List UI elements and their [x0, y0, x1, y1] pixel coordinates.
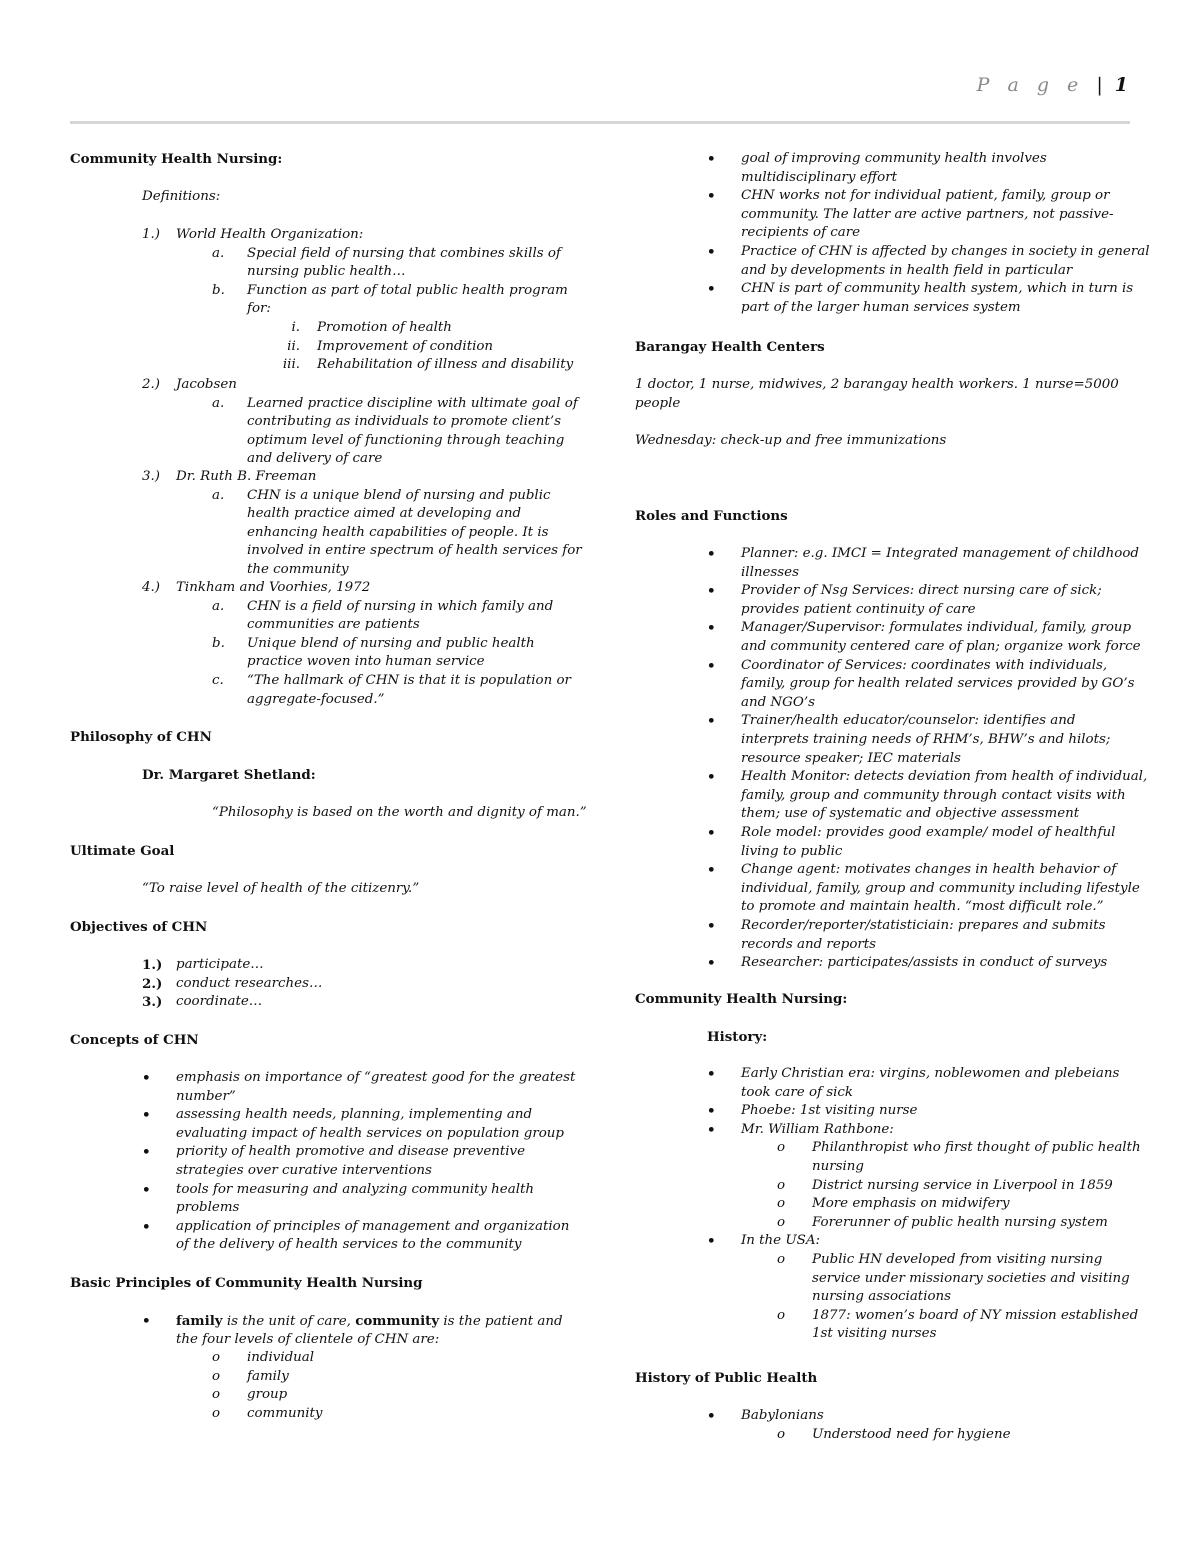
concept-text: emphasis on importance of “greatest good for the greatest [176, 1070, 576, 1085]
principle-keyword: family [176, 1313, 223, 1329]
history-subtext: 1st visiting nurses [812, 1326, 937, 1342]
concept-text: priority of health promotive and disease preventive [176, 1144, 526, 1160]
goal-text: community. The latter are active partners, not passive- [741, 206, 1114, 222]
history-text: took care of sick [741, 1084, 853, 1100]
definition-text: communities are patients [247, 617, 420, 633]
author-name: Dr. Margaret Shetland: [142, 767, 316, 783]
section-heading: Philosophy of CHN [70, 729, 212, 745]
definition-text: “The hallmark of CHN is that it is population or [247, 673, 571, 688]
bullet: • [707, 862, 716, 879]
roman-marker: i. [291, 320, 300, 335]
principle-text [176, 1312, 563, 1331]
sub-bullet: o [777, 1252, 786, 1267]
bullet: • [707, 955, 716, 972]
sub-bullet: o [777, 1214, 786, 1230]
sub-bullet: o [777, 1196, 786, 1212]
section-heading: Ultimate Goal [70, 843, 175, 859]
clientele-item: individual [247, 1350, 315, 1366]
barangay-schedule: Wednesday: check-up and free immunizations [635, 433, 947, 448]
bullet: • [707, 1233, 716, 1250]
header-divider [70, 121, 1130, 124]
definition-text: Function as part of total public health program [247, 282, 568, 298]
role-text: family, group and community through contact visits with [741, 787, 1126, 803]
definition-item-marker: a. [212, 598, 225, 614]
goal-text: multidisciplinary effort [741, 169, 897, 185]
definition-text: the community [247, 562, 349, 577]
definition-number: 4.) [142, 580, 161, 595]
objective-text: participate… [176, 957, 264, 972]
sub-bullet: o [212, 1368, 221, 1384]
role-text: illnesses [741, 564, 799, 580]
role-text: individual, family, group and community including lifestyle [741, 880, 1140, 896]
page-label: P a g e [976, 74, 1085, 96]
definition-item-marker: c. [212, 673, 224, 688]
definition-text: Special field of nursing that combines skills of [247, 245, 561, 261]
concept-text: number” [176, 1088, 236, 1104]
role-text: to promote and maintain health. “most difficult role.” [741, 899, 1104, 915]
section-heading: Concepts of CHN [70, 1032, 199, 1048]
definition-item-marker: a. [212, 487, 225, 503]
definition-number: 3.) [142, 469, 161, 484]
definition-subtext: Promotion of health [317, 320, 452, 335]
history-text: Phoebe: 1st visiting nurse [741, 1103, 918, 1119]
bullet: • [707, 1103, 716, 1120]
goal-text: CHN is part of community health system, which in turn is [741, 281, 1134, 297]
bullet: • [707, 583, 716, 600]
section-heading: History of Public Health [635, 1370, 818, 1386]
definition-source: Dr. Ruth B. Freeman [176, 469, 317, 484]
section-heading: Objectives of CHN [70, 919, 208, 935]
definition-item-marker: b. [212, 635, 225, 651]
bullet: • [707, 1121, 716, 1138]
principle-text: the four levels of clientele of CHN are: [176, 1331, 440, 1347]
objective-number: 3.) [142, 994, 163, 1011]
bullet: • [142, 1107, 151, 1124]
objective-text: coordinate… [176, 994, 263, 1010]
principle-keyword: community [355, 1313, 440, 1329]
bullet: • [707, 244, 716, 260]
concept-text: problems [176, 1200, 240, 1216]
definition-item-marker: a. [212, 245, 225, 261]
role-text: Role model: provides good example/ model of healthful [741, 825, 1116, 840]
history-subtext: Forerunner of public health nursing system [812, 1214, 1108, 1230]
bullet: • [142, 1144, 151, 1161]
bullet: • [707, 188, 716, 205]
bullet: • [707, 825, 716, 841]
objective-text: conduct researches… [176, 975, 323, 991]
definition-text: contributing as individuals to promote client’s [247, 414, 562, 430]
public-health-text: Babylonians [741, 1408, 824, 1423]
sub-bullet: o [212, 1406, 221, 1421]
bullet: • [707, 1066, 716, 1082]
definition-text: and delivery of care [247, 451, 383, 467]
sub-bullet: o [777, 1140, 786, 1156]
section-heading: Community Health Nursing: [635, 991, 848, 1007]
definition-text: Unique blend of nursing and public health [247, 635, 535, 651]
concept-text: tools for measuring and analyzing community health [176, 1181, 535, 1197]
bullet: • [142, 1181, 151, 1198]
quote: “Philosophy is based on the worth and dignity of man.” [212, 805, 587, 820]
section-heading: Barangay Health Centers [635, 339, 825, 355]
sub-bullet: o [777, 1426, 786, 1442]
roman-marker: ii. [287, 338, 300, 354]
bullet: • [707, 657, 716, 674]
definition-text: involved in entire spectrum of health services for [247, 543, 582, 559]
bullet: • [707, 769, 716, 786]
definition-text: enhancing health capabilities of people. It is [247, 524, 549, 540]
definition-text: for: [247, 301, 271, 317]
section-heading: Basic Principles of Community Health Nursing [70, 1275, 423, 1291]
barangay-staff: 1 doctor, 1 nurse, midwives, 2 barangay health workers. 1 nurse=5000 [635, 377, 1119, 392]
roman-marker: iii. [282, 357, 300, 373]
definition-text: aggregate-focused.” [247, 691, 385, 707]
goal-text: recipients of care [741, 225, 861, 241]
definition-source: World Health Organization: [176, 227, 364, 242]
history-subtext: nursing [812, 1159, 864, 1174]
bullet: • [707, 546, 716, 562]
role-text: living to public [741, 843, 843, 859]
sub-bullet: o [777, 1307, 786, 1323]
role-text: Coordinator of Services: coordinates with individuals, [741, 657, 1108, 673]
role-text: Trainer/health educator/counselor: identifies and [741, 713, 1076, 729]
history-subtext: 1877: women’s board of NY mission established [812, 1307, 1139, 1323]
sub-bullet: o [777, 1177, 786, 1193]
role-text: Researcher: participates/assists in conduct of surveys [741, 955, 1108, 971]
page-number: 1 [1114, 74, 1128, 96]
sub-bullet: o [212, 1350, 221, 1366]
page-separator: | [1096, 74, 1103, 96]
principle-fragment: is the patient and [439, 1314, 563, 1329]
quote: “To raise level of health of the citizenry.” [142, 881, 420, 896]
bullet: • [707, 620, 716, 637]
clientele-item: group [247, 1387, 288, 1403]
role-text: and community centered care of plan; organize work force [741, 639, 1141, 654]
bullet: • [142, 1313, 151, 1329]
role-text: resource speaker; IEC materials [741, 750, 961, 766]
history-subtext: Philanthropist who first thought of public health [812, 1140, 1141, 1156]
history-subtext: Public HN developed from visiting nursing [812, 1252, 1103, 1267]
definition-number: 2.) [142, 377, 161, 392]
role-text: Planner: e.g. IMCI = Integrated management of childhood [741, 546, 1139, 561]
goal-text: and by developments in health field in particular [741, 262, 1073, 278]
role-text: records and reports [741, 936, 877, 952]
concept-text: assessing health needs, planning, implementing and [176, 1107, 533, 1123]
definition-text: CHN is a field of nursing in which family and [247, 598, 554, 614]
role-text: and NGO’s [741, 694, 815, 710]
barangay-staff: people [635, 395, 681, 411]
history-subtext: More emphasis on midwifery [812, 1196, 1010, 1212]
definition-subtext: Improvement of condition [317, 338, 494, 354]
definition-text: health practice aimed at developing and [247, 506, 522, 522]
role-text: them; use of systematic and objective assessment [741, 806, 1080, 822]
bullet: • [707, 1408, 716, 1424]
definition-text: CHN is a unique blend of nursing and public [247, 487, 551, 503]
goal-text: CHN works not for individual patient, family, group or [741, 188, 1110, 204]
definition-text: practice woven into human service [247, 654, 485, 670]
history-subtext: nursing associations [812, 1289, 952, 1305]
role-text: Change agent: motivates changes in health behavior of [741, 862, 1117, 878]
bullet: • [707, 713, 716, 730]
bullet: • [707, 918, 716, 934]
goal-text: goal of improving community health involves [741, 151, 1047, 166]
role-text: Provider of Nsg Services: direct nursing care of sick; [741, 583, 1102, 599]
definition-source: Tinkham and Voorhies, 1972 [176, 580, 371, 595]
clientele-item: community [247, 1406, 323, 1421]
goal-text: Practice of CHN is affected by changes in society in general [741, 244, 1150, 259]
definition-item-marker: b. [212, 282, 225, 298]
clientele-item: family [247, 1368, 289, 1384]
bullet: • [707, 281, 716, 298]
role-text: Manager/Supervisor: formulates individual, family, group [741, 620, 1132, 636]
history-text: Mr. William Rathbone: [741, 1121, 894, 1137]
section-heading: Community Health Nursing: [70, 151, 283, 167]
definitions-label: Definitions: [142, 189, 221, 204]
definition-item-marker: a. [212, 395, 225, 411]
section-heading: Roles and Functions [635, 508, 788, 524]
definition-subtext: Rehabilitation of illness and disability [317, 357, 574, 373]
concept-text: strategies over curative interventions [176, 1163, 432, 1178]
history-text: In the USA: [741, 1233, 820, 1249]
bullet: • [142, 1218, 151, 1235]
subsection-heading: History: [707, 1029, 768, 1045]
history-subtext: District nursing service in Liverpool in 1859 [812, 1177, 1113, 1193]
history-subtext: service under missionary societies and visiting [812, 1270, 1130, 1286]
page-header [977, 74, 1128, 96]
sub-bullet: o [212, 1387, 221, 1403]
definition-source: Jacobsen [176, 377, 237, 392]
bullet: • [142, 1070, 151, 1086]
goal-text: part of the larger human services system [741, 299, 1021, 315]
definition-text: optimum level of functioning through teaching [247, 432, 565, 448]
principle-fragment: is the unit of care, [222, 1314, 356, 1329]
concept-text: evaluating impact of health services on population group [176, 1125, 564, 1141]
concept-text: application of principles of management and organization [176, 1218, 570, 1234]
public-health-subtext: Understood need for hygiene [812, 1426, 1011, 1442]
role-text: family, group for health related services provided by GO’s [741, 676, 1135, 692]
definition-text: Learned practice discipline with ultimate goal of [247, 395, 578, 411]
definition-number: 1.) [142, 227, 161, 242]
objective-number: 1.) [142, 957, 163, 973]
history-text: Early Christian era: virgins, noblewomen and plebeians [741, 1066, 1120, 1081]
role-text: Recorder/reporter/statisticiain: prepares and submits [741, 918, 1106, 933]
concept-text: of the delivery of health services to the community [176, 1237, 522, 1253]
role-text: provides patient continuity of care [741, 601, 976, 617]
role-text: Health Monitor: detects deviation from health of individual, [741, 769, 1148, 785]
objective-number: 2.) [142, 975, 163, 992]
bullet: • [707, 151, 716, 167]
definition-text: nursing public health… [247, 264, 406, 280]
role-text: interprets training needs of RHM’s, BHW’s and hilots; [741, 732, 1111, 747]
